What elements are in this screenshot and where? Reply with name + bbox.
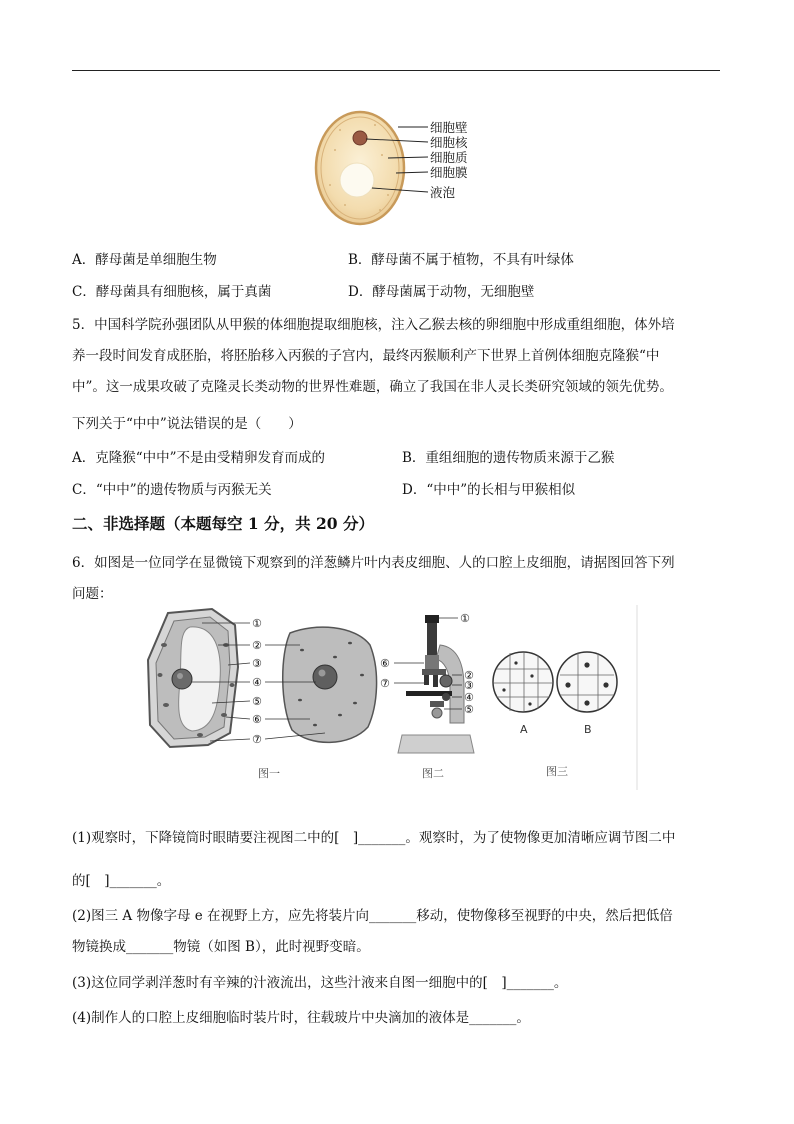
- q5-option-a: A．克隆猴“中中”不是由受精卵发育而成的: [72, 450, 326, 466]
- q6-sub4: (4)制作人的口腔上皮细胞临时装片时，往载玻片中央滴加的液体是_______。: [72, 1010, 530, 1026]
- fig2-label-2: ②: [464, 669, 474, 682]
- fig1-label-3: ③: [252, 657, 262, 670]
- fig2-label-5: ⑤: [464, 703, 474, 716]
- microscope-diagram: [398, 615, 474, 753]
- q6-sub2-line-2: 物镜换成_______物镜（如图 B），此时视野变暗。: [72, 939, 370, 955]
- q4-option-d: D．酵母菌属于动物，无细胞壁: [348, 284, 535, 300]
- fig1-label-6: ⑥: [252, 713, 262, 726]
- fig1-title: 图一: [258, 767, 280, 780]
- fig2-title: 图二: [422, 767, 444, 780]
- fig1-label-1: ①: [252, 617, 262, 630]
- q6-sub1-line-1: (1)观察时，下降镜筒时眼睛要注视图二中的[ ]_______。观察时，为了使物像更加清晰应调节图二中: [72, 830, 676, 846]
- fig2-label-7: ⑦: [380, 677, 390, 690]
- q6-sub3: (3)这位同学剥洋葱时有辛辣的汁液流出，这些汁液来自图一细胞中的[ ]_______。: [72, 975, 568, 991]
- q5-passage-line-1: 5．中国科学院孙强团队从甲猴的体细胞提取细胞核，注入乙猴去核的卵细胞中形成重组细胞，体外培: [72, 317, 675, 333]
- q5-option-b: B．重组细胞的遗传物质来源于乙猴: [402, 450, 615, 466]
- q6-figure: [140, 605, 640, 790]
- field-of-view-b: [557, 652, 617, 712]
- yeast-vacuole: [340, 163, 374, 197]
- yeast-label-membrane: 细胞膜: [430, 165, 468, 180]
- fig1-label-7: ⑦: [252, 733, 262, 746]
- q4-option-b: B．酵母菌不属于植物，不具有叶绿体: [348, 252, 574, 268]
- q6-stem-line-2: 问题：: [72, 586, 113, 602]
- fig2-label-3: ③: [464, 679, 474, 692]
- fig1-label-5: ⑤: [252, 695, 262, 708]
- animal-cell-diagram: [283, 627, 377, 742]
- fig3-label-b: B: [584, 723, 592, 736]
- fig1-label-2: ②: [252, 639, 262, 652]
- q6-sub2-line-1: (2)图三 A 物像字母 e 在视野上方，应先将装片向_______移动，使物像移至视野的中央，然后把低倍: [72, 908, 673, 924]
- section-heading: 二、非选择题（本题每空 1 分，共 20 分）: [72, 514, 374, 533]
- yeast-label-nucleus: 细胞核: [430, 135, 468, 150]
- fig2-label-4: ④: [464, 691, 474, 704]
- q4-option-a: A．酵母菌是单细胞生物: [72, 252, 217, 268]
- yeast-label-cell-wall: 细胞壁: [430, 120, 468, 135]
- yeast-label-cytoplasm: 细胞质: [430, 150, 468, 165]
- fig2-label-1: ①: [460, 612, 470, 625]
- q6-sub1-line-2: 的[ ]_______。: [72, 873, 171, 889]
- header-rule: [72, 70, 720, 71]
- fig1-label-4: ④: [252, 676, 262, 689]
- fig2-label-6: ⑥: [380, 657, 390, 670]
- q5-option-c: C．“中中”的遗传物质与丙猴无关: [72, 482, 272, 498]
- fig3-label-a: A: [520, 723, 528, 736]
- fig3-title: 图三: [546, 765, 568, 778]
- field-of-view-a: [493, 652, 553, 712]
- yeast-nucleus: [353, 131, 367, 145]
- q5-stem: 下列关于“中中”说法错误的是（ ）: [72, 416, 302, 432]
- q5-option-d: D．“中中”的长相与甲猴相似: [402, 482, 576, 498]
- q5-passage-line-3: 中”。这一成果攻破了克隆灵长类动物的世界性难题，确立了我国在非人灵长类研究领域的领先优势。: [72, 379, 673, 395]
- q4-option-c: C．酵母菌具有细胞核，属于真菌: [72, 284, 272, 300]
- q6-stem-line-1: 6．如图是一位同学在显微镜下观察到的洋葱鳞片叶内表皮细胞、人的口腔上皮细胞，请据图回答下列: [72, 555, 675, 571]
- q5-passage-line-2: 养一段时间发育成胚胎，将胚胎移入丙猴的子宫内，最终丙猴顺利产下世界上首例体细胞克隆猴“中: [72, 348, 660, 364]
- plant-cell-diagram: [148, 609, 238, 747]
- yeast-label-vacuole: 液泡: [430, 185, 456, 200]
